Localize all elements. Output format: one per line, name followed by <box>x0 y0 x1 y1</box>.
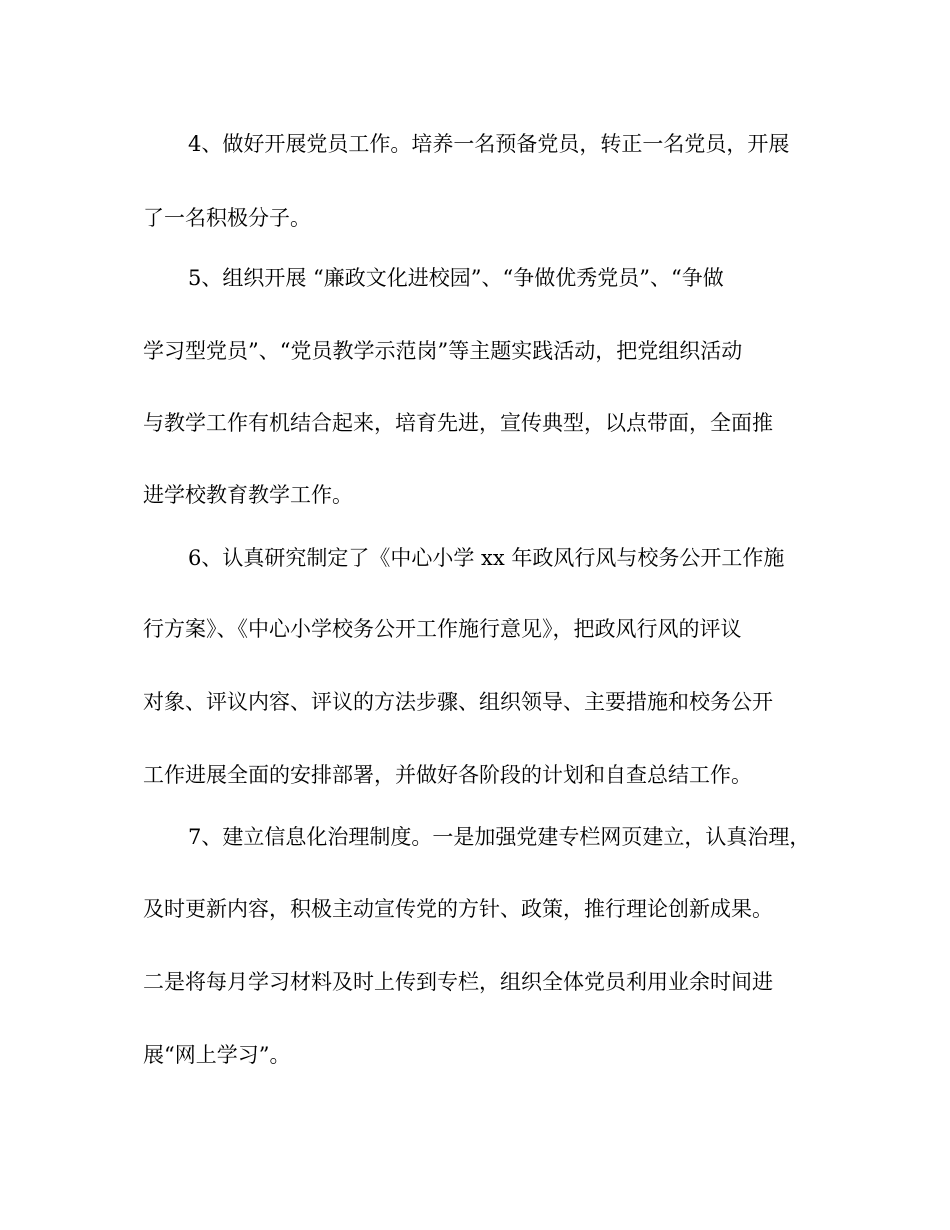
paragraph-7-line-1: 7、建立信息化治理制度。一是加强党建专栏网页建立，认真治理， <box>188 825 811 849</box>
paragraph-4-line-2: 了一名积极分子。 <box>143 206 311 230</box>
paragraph-6-line-2: 行方案》、《中心小学校务公开工作施行意见》，把政风行风的评议 <box>143 617 742 641</box>
paragraph-5-line-2: 学习型党员”、“党员教学示范岗”等主题实践活动，把党组织活动 <box>143 339 743 363</box>
paragraph-5-line-4: 进学校教育教学工作。 <box>143 483 353 507</box>
paragraph-7-line-3: 二是将每月学习材料及时上传到专栏，组织全体党员利用业余时间进 <box>143 970 773 994</box>
paragraph-7-line-4: 展“网上学习”。 <box>143 1043 291 1067</box>
paragraph-6-line-1: 6、认真研究制定了《中心小学 xx 年政风行风与校务公开工作施 <box>188 546 785 570</box>
paragraph-5-line-1: 5、组织开展 “廉政文化进校园”、“争做优秀党员”、“争做 <box>188 266 724 290</box>
paragraph-6-line-4: 工作进展全面的安排部署，并做好各阶段的计划和自查总结工作。 <box>143 763 752 787</box>
paragraph-7-line-2: 及时更新内容，积极主动宣传党的方针、政策，推行理论创新成果。 <box>143 897 773 921</box>
paragraph-4-line-1: 4、做好开展党员工作。培养一名预备党员，转正一名党员，开展 <box>188 132 790 156</box>
paragraph-5-line-3: 与教学工作有机结合起来，培育先进，宣传典型，以点带面，全面推 <box>143 411 773 435</box>
paragraph-6-line-3: 对象、评议内容、评议的方法步骤、组织领导、主要措施和校务公开 <box>143 690 773 714</box>
